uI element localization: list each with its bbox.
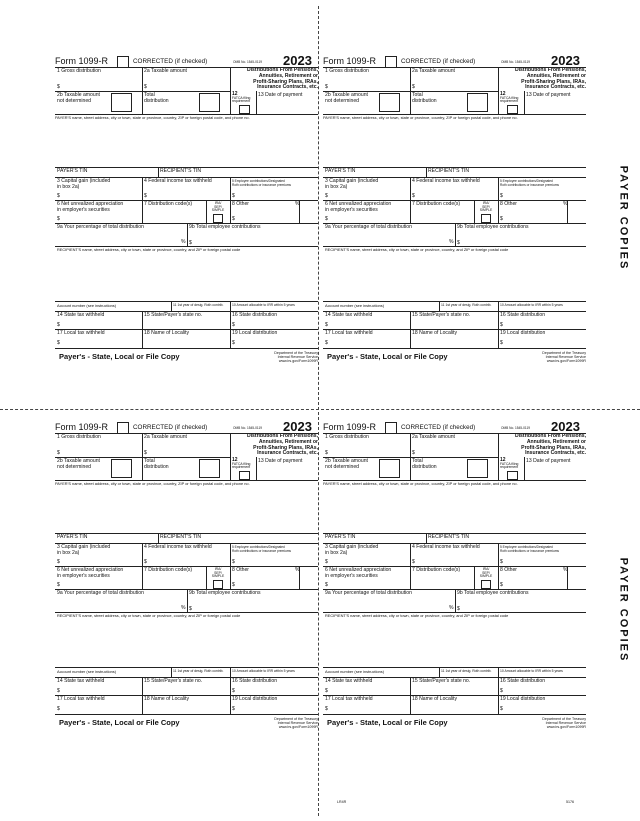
fatca-checkbox[interactable] <box>239 471 250 480</box>
form-title: Distributions From Pensions, Annuities, Retirement or Profit-Sharing Plans, IRAs, Insurance Contracts, etc. <box>514 433 586 457</box>
box-8-other: 8 Other <box>232 567 249 573</box>
horizontal-perforation <box>0 409 640 410</box>
box-7-distribution-code: 7 Distribution code(s) <box>412 201 461 207</box>
box-18-locality: 18 Name of Locality <box>412 330 458 336</box>
box-2b-not-determined: 2b Taxable amount not determined <box>57 92 100 104</box>
irs-department: Department of the Treasury Internal Revenue Service www.irs.gov/Form1099R <box>542 717 586 729</box>
box-12-fatca: 12 FATCA filing requirement <box>232 457 251 470</box>
box-7-distribution-code: 7 Distribution code(s) <box>144 567 193 573</box>
recipient-name-block: RECIPIENT'S name, street address, city or town, state or province, country, and ZIP or foreign postal code <box>325 613 509 618</box>
irs-department: Department of the Treasury Internal Revenue Service www.irs.gov/Form1099R <box>274 351 318 363</box>
corrected-label: CORRECTED (if checked) <box>133 424 208 431</box>
box-7-distribution-code: 7 Distribution code(s) <box>412 567 461 573</box>
form-code-right: 5176 <box>566 800 574 804</box>
box-9a-percentage: 9a Your percentage of total distribution <box>325 224 412 230</box>
box-19-local-distribution: 19 Local distribution <box>500 330 546 336</box>
box-15-state-no: 15 State/Payer's state no. <box>144 678 203 684</box>
payer-name-block: PAYER'S name, street address, city or town, state or province, country, ZIP or foreign postal code, and phone no. <box>323 481 518 486</box>
box-14-state-withheld: 14 State tax withheld <box>57 678 105 684</box>
tax-year: 2023 <box>283 53 312 68</box>
box-1-gross: 1 Gross distribution <box>325 68 369 74</box>
box-1-gross: 1 Gross distribution <box>57 434 101 440</box>
side-label-bottom: PAYER COPIES <box>617 557 630 663</box>
box-13-date: 13 Date of payment <box>258 458 303 464</box>
box-11-roth: 11 1st year of desig. Roth contrib. <box>441 303 492 307</box>
box-18-locality: 18 Name of Locality <box>144 696 190 702</box>
box-8-other: 8 Other <box>500 567 517 573</box>
recipient-name-block: RECIPIENT'S name, street address, city or town, state or province, country, and ZIP or foreign postal code <box>57 247 241 252</box>
payer-tin: PAYER'S TIN <box>325 534 356 540</box>
payer-tin: PAYER'S TIN <box>57 534 88 540</box>
fatca-checkbox[interactable] <box>239 105 250 114</box>
form-name: Form 1099-R <box>323 56 377 66</box>
box-2a-taxable: 2a Taxable amount <box>412 434 455 440</box>
ira-sep-simple: IRA/ SEP/ SIMPLE <box>211 201 225 213</box>
payer-name-block: PAYER'S name, street address, city or town, state or province, country, ZIP or foreign postal code, and phone no. <box>55 481 250 486</box>
tax-year: 2023 <box>551 53 580 68</box>
box-17-local-withheld: 17 Local tax withheld <box>325 696 373 702</box>
copy-footer: Payer's - State, Local or File Copy <box>59 352 180 361</box>
box-17-local-withheld: 17 Local tax withheld <box>325 330 373 336</box>
box-3-capital-gain: 3 Capital gain (included in box 2a) <box>57 544 111 556</box>
box-2b-checkbox[interactable] <box>379 459 400 478</box>
box-10-irr: 10 Amount allocable to IRR within 5 years <box>500 669 563 673</box>
total-distribution-checkbox[interactable] <box>467 459 488 478</box>
total-distribution-label: Total distribution <box>144 458 169 470</box>
box-16-state-distribution: 16 State distribution <box>500 678 546 684</box>
box-3-capital-gain: 3 Capital gain (included in box 2a) <box>57 178 111 190</box>
form-copy-4: Form 1099-R CORRECTED (if checked) OMB No. 1545-0119 2023 Distributions From Pensions, Annuities, Retirement or Profit-Sharing Plans, IRAs, Insurance Contracts, etc. 1 Gross distribution $ 2a Taxable amount $ 2b Taxable amount not determined Total distribution 12 FATCA filing requirement 13 Date of payment PAYER'S name, street address, city or town, state or province, country, ZIP or foreign postal code, and phone no. PAYER'S TIN RECIPIENT'S TIN 3 Capital gain (included in box 2a) $ 4 Federal income tax withheld $ 5 Employee contributions/Designated Roth contributions or insurance premiums $ 6 Net unrealized appreciation in employer's securities $ 7 Distribution code(s) IRA/ SEP/ SIMPLE 8 Other $ % 9a Your percentage of total distribution % 9b Total employee contributions $ RECIPIENT'S name, street address, city or town, state or province, country, and ZIP or foreign postal code Account number (see instructions) 11 1st year of desig. Roth contrib. 10 Amount allocable to IRR within 5 years 14 State tax withheld $ 15 State/Payer's state no. 16 State distribution $ 17 Local tax withheld $ 18 Name of Locality 19 Local distribution $ Payer's - State, Local or File Copy Department of the Treasury Internal Revenue Service www.irs.gov/Form1099R <box>323 419 586 729</box>
account-number: Account number (see instructions) <box>57 669 117 674</box>
box-9a-percentage: 9a Your percentage of total distribution <box>325 590 412 596</box>
form-name: Form 1099-R <box>55 422 109 432</box>
payer-name-block: PAYER'S name, street address, city or town, state or province, country, ZIP or foreign postal code, and phone no. <box>55 115 250 120</box>
box-17-local-withheld: 17 Local tax withheld <box>57 330 105 336</box>
box-15-state-no: 15 State/Payer's state no. <box>144 312 203 318</box>
form-title: Distributions From Pensions, Annuities, Retirement or Profit-Sharing Plans, IRAs, Insurance Contracts, etc. <box>514 67 586 91</box>
box-18-locality: 18 Name of Locality <box>412 696 458 702</box>
box-12-fatca: 12 FATCA filing requirement <box>232 91 251 104</box>
box-7-distribution-code: 7 Distribution code(s) <box>144 201 193 207</box>
box-2b-not-determined: 2b Taxable amount not determined <box>325 458 368 470</box>
box-6-unrealized: 6 Net unrealized appreciation in employer's securities <box>57 201 124 213</box>
form-copy-3: Form 1099-R CORRECTED (if checked) OMB No. 1545-0119 2023 Distributions From Pensions, Annuities, Retirement or Profit-Sharing Plans, IRAs, Insurance Contracts, etc. 1 Gross distribution $ 2a Taxable amount $ 2b Taxable amount not determined Total distribution 12 FATCA filing requirement 13 Date of payment PAYER'S name, street address, city or town, state or province, country, ZIP or foreign postal code, and phone no. PAYER'S TIN RECIPIENT'S TIN 3 Capital gain (included in box 2a) $ 4 Federal income tax withheld $ 5 Employee contributions/Designated Roth contributions or insurance premiums $ 6 Net unrealized appreciation in employer's securities $ 7 Distribution code(s) IRA/ SEP/ SIMPLE 8 Other $ % 9a Your percentage of total distribution % 9b Total employee contributions $ RECIPIENT'S name, street address, city or town, state or province, country, and ZIP or foreign postal code Account number (see instructions) 11 1st year of desig. Roth contrib. 10 Amount allocable to IRR within 5 years 14 State tax withheld $ 15 State/Payer's state no. 16 State distribution $ 17 Local tax withheld $ 18 Name of Locality 19 Local distribution $ Payer's - State, Local or File Copy Department of the Treasury Internal Revenue Service www.irs.gov/Form1099R <box>55 419 318 729</box>
box-2b-not-determined: 2b Taxable amount not determined <box>57 458 100 470</box>
ira-checkbox[interactable] <box>481 214 491 223</box>
tax-year: 2023 <box>551 419 580 434</box>
box-16-state-distribution: 16 State distribution <box>500 312 546 318</box>
ira-checkbox[interactable] <box>481 580 491 589</box>
total-distribution-label: Total distribution <box>144 92 169 104</box>
box-5-employee-contrib: 5 Employee contributions/Designated Roth contributions or insurance premiums <box>232 179 291 187</box>
box-18-locality: 18 Name of Locality <box>144 330 190 336</box>
box-2b-checkbox[interactable] <box>379 93 400 112</box>
recipient-tin: RECIPIENT'S TIN <box>160 534 202 540</box>
box-11-roth: 11 1st year of desig. Roth contrib. <box>441 669 492 673</box>
tax-year: 2023 <box>283 419 312 434</box>
box-14-state-withheld: 14 State tax withheld <box>57 312 105 318</box>
total-distribution-checkbox[interactable] <box>199 93 220 112</box>
recipient-name-block: RECIPIENT'S name, street address, city or town, state or province, country, and ZIP or foreign postal code <box>325 247 509 252</box>
box-1-gross: 1 Gross distribution <box>325 434 369 440</box>
box-17-local-withheld: 17 Local tax withheld <box>57 696 105 702</box>
box-4-federal-withheld: 4 Federal income tax withheld <box>144 544 212 550</box>
box-12-fatca: 12 FATCA filing requirement <box>500 91 519 104</box>
box-2b-checkbox[interactable] <box>111 93 132 112</box>
box-9b-employee-contrib: 9b Total employee contributions <box>189 224 261 230</box>
copy-footer: Payer's - State, Local or File Copy <box>59 718 180 727</box>
irs-department: Department of the Treasury Internal Revenue Service www.irs.gov/Form1099R <box>274 717 318 729</box>
box-12-fatca: 12 FATCA filing requirement <box>500 457 519 470</box>
form-code-left: LR4R <box>337 800 347 804</box>
copy-footer: Payer's - State, Local or File Copy <box>327 352 448 361</box>
recipient-tin: RECIPIENT'S TIN <box>160 168 202 174</box>
box-9b-employee-contrib: 9b Total employee contributions <box>189 590 261 596</box>
payer-tin: PAYER'S TIN <box>57 168 88 174</box>
form-copy-1: Form 1099-R CORRECTED (if checked) OMB No. 1545-0119 2023 Distributions From Pensions, Annuities, Retirement or Profit-Sharing Plans, IRAs, Insurance Contracts, etc. 1 Gross distribution $ 2a Taxable amount $ 2b Taxable amount not determined Total distribution 12 FATCA filing requirement 13 Date of payment PAYER'S name, street address, city or town, state or province, country, ZIP or foreign postal code, and phone no. PAYER'S TIN RECIPIENT'S TIN 3 Capital gain (included in box 2a) $ 4 Federal income tax withheld $ 5 Employee contributions/Designated Roth contributions or insurance premiums $ 6 Net unrealized appreciation in employer's securities $ 7 Distribution code(s) IRA/ SEP/ SIMPLE 8 Other $ % 9a Your percentage of total distribution % 9b Total employee contributions $ RECIPIENT'S name, street address, city or town, state or province, country, and ZIP or foreign postal code Account number (see instructions) 11 1st year of desig. Roth contrib. 10 Amount allocable to IRR within 5 years 14 State tax withheld $ 15 State/Payer's state no. 16 State distribution $ 17 Local tax withheld $ 18 Name of Locality 19 Local distribution $ Payer's - State, Local or File Copy Department of the Treasury Internal Revenue Service www.irs.gov/Form1099R <box>55 53 318 363</box>
box-9b-employee-contrib: 9b Total employee contributions <box>457 224 529 230</box>
ira-sep-simple: IRA/ SEP/ SIMPLE <box>211 567 225 579</box>
box-5-employee-contrib: 5 Employee contributions/Designated Roth contributions or insurance premiums <box>232 545 291 553</box>
form-copy-2: Form 1099-R CORRECTED (if checked) OMB No. 1545-0119 2023 Distributions From Pensions, Annuities, Retirement or Profit-Sharing Plans, IRAs, Insurance Contracts, etc. 1 Gross distribution $ 2a Taxable amount $ 2b Taxable amount not determined Total distribution 12 FATCA filing requirement 13 Date of payment PAYER'S name, street address, city or town, state or province, country, ZIP or foreign postal code, and phone no. PAYER'S TIN RECIPIENT'S TIN 3 Capital gain (included in box 2a) $ 4 Federal income tax withheld $ 5 Employee contributions/Designated Roth contributions or insurance premiums $ 6 Net unrealized appreciation in employer's securities $ 7 Distribution code(s) IRA/ SEP/ SIMPLE 8 Other $ % 9a Your percentage of total distribution % 9b Total employee contributions $ RECIPIENT'S name, street address, city or town, state or province, country, and ZIP or foreign postal code Account number (see instructions) 11 1st year of desig. Roth contrib. 10 Amount allocable to IRR within 5 years 14 State tax withheld $ 15 State/Payer's state no. 16 State distribution $ 17 Local tax withheld $ 18 Name of Locality 19 Local distribution $ Payer's - State, Local or File Copy Department of the Treasury Internal Revenue Service www.irs.gov/Form1099R <box>323 53 586 363</box>
box-2b-not-determined: 2b Taxable amount not determined <box>325 92 368 104</box>
omb-number: OMB No. 1545-0119 <box>233 60 262 64</box>
box-2b-checkbox[interactable] <box>111 459 132 478</box>
box-6-unrealized: 6 Net unrealized appreciation in employer's securities <box>325 567 392 579</box>
recipient-name-block: RECIPIENT'S name, street address, city or town, state or province, country, and ZIP or foreign postal code <box>57 613 241 618</box>
box-4-federal-withheld: 4 Federal income tax withheld <box>144 178 212 184</box>
box-10-irr: 10 Amount allocable to IRR within 5 years <box>232 303 295 307</box>
fatca-checkbox[interactable] <box>507 105 518 114</box>
box-15-state-no: 15 State/Payer's state no. <box>412 678 471 684</box>
box-2a-taxable: 2a Taxable amount <box>412 68 455 74</box>
recipient-tin: RECIPIENT'S TIN <box>428 534 470 540</box>
omb-number: OMB No. 1545-0119 <box>501 60 530 64</box>
ira-checkbox[interactable] <box>213 214 223 223</box>
omb-number: OMB No. 1545-0119 <box>233 426 262 430</box>
box-14-state-withheld: 14 State tax withheld <box>325 312 373 318</box>
form-name: Form 1099-R <box>55 56 109 66</box>
omb-number: OMB No. 1545-0119 <box>501 426 530 430</box>
box-1-gross: 1 Gross distribution <box>57 68 101 74</box>
form-title: Distributions From Pensions, Annuities, Retirement or Profit-Sharing Plans, IRAs, Insurance Contracts, etc. <box>246 67 318 91</box>
form-name: Form 1099-R <box>323 422 377 432</box>
box-9a-percentage: 9a Your percentage of total distribution <box>57 224 144 230</box>
recipient-tin: RECIPIENT'S TIN <box>428 168 470 174</box>
box-13-date: 13 Date of payment <box>526 458 571 464</box>
box-19-local-distribution: 19 Local distribution <box>232 696 278 702</box>
box-3-capital-gain: 3 Capital gain (included in box 2a) <box>325 544 379 556</box>
box-3-capital-gain: 3 Capital gain (included in box 2a) <box>325 178 379 190</box>
ira-sep-simple: IRA/ SEP/ SIMPLE <box>479 567 493 579</box>
box-11-roth: 11 1st year of desig. Roth contrib. <box>173 669 224 673</box>
account-number: Account number (see instructions) <box>325 669 385 674</box>
fatca-checkbox[interactable] <box>507 471 518 480</box>
account-number: Account number (see instructions) <box>57 303 117 308</box>
vertical-perforation <box>318 6 319 816</box>
corrected-label: CORRECTED (if checked) <box>133 58 208 65</box>
total-distribution-checkbox[interactable] <box>467 93 488 112</box>
box-5-employee-contrib: 5 Employee contributions/Designated Roth contributions or insurance premiums <box>500 179 559 187</box>
box-11-roth: 11 1st year of desig. Roth contrib. <box>173 303 224 307</box>
corrected-label: CORRECTED (if checked) <box>401 424 476 431</box>
form-title: Distributions From Pensions, Annuities, Retirement or Profit-Sharing Plans, IRAs, Insurance Contracts, etc. <box>246 433 318 457</box>
box-10-irr: 10 Amount allocable to IRR within 5 years <box>232 669 295 673</box>
box-2a-taxable: 2a Taxable amount <box>144 68 187 74</box>
box-16-state-distribution: 16 State distribution <box>232 678 278 684</box>
payer-tin: PAYER'S TIN <box>325 168 356 174</box>
side-label-top: PAYER COPIES <box>617 165 630 271</box>
box-19-local-distribution: 19 Local distribution <box>232 330 278 336</box>
payer-name-block: PAYER'S name, street address, city or town, state or province, country, ZIP or foreign postal code, and phone no. <box>323 115 518 120</box>
box-5-employee-contrib: 5 Employee contributions/Designated Roth contributions or insurance premiums <box>500 545 559 553</box>
corrected-label: CORRECTED (if checked) <box>401 58 476 65</box>
box-13-date: 13 Date of payment <box>526 92 571 98</box>
box-8-other: 8 Other <box>232 201 249 207</box>
total-distribution-label: Total distribution <box>412 92 437 104</box>
box-10-irr: 10 Amount allocable to IRR within 5 years <box>500 303 563 307</box>
box-2a-taxable: 2a Taxable amount <box>144 434 187 440</box>
box-6-unrealized: 6 Net unrealized appreciation in employer's securities <box>57 567 124 579</box>
total-distribution-checkbox[interactable] <box>199 459 220 478</box>
box-19-local-distribution: 19 Local distribution <box>500 696 546 702</box>
total-distribution-label: Total distribution <box>412 458 437 470</box>
irs-department: Department of the Treasury Internal Revenue Service www.irs.gov/Form1099R <box>542 351 586 363</box>
copy-footer: Payer's - State, Local or File Copy <box>327 718 448 727</box>
ira-sep-simple: IRA/ SEP/ SIMPLE <box>479 201 493 213</box>
box-16-state-distribution: 16 State distribution <box>232 312 278 318</box>
box-9b-employee-contrib: 9b Total employee contributions <box>457 590 529 596</box>
box-9a-percentage: 9a Your percentage of total distribution <box>57 590 144 596</box>
account-number: Account number (see instructions) <box>325 303 385 308</box>
box-13-date: 13 Date of payment <box>258 92 303 98</box>
box-14-state-withheld: 14 State tax withheld <box>325 678 373 684</box>
box-15-state-no: 15 State/Payer's state no. <box>412 312 471 318</box>
box-8-other: 8 Other <box>500 201 517 207</box>
ira-checkbox[interactable] <box>213 580 223 589</box>
box-4-federal-withheld: 4 Federal income tax withheld <box>412 178 480 184</box>
box-6-unrealized: 6 Net unrealized appreciation in employer's securities <box>325 201 392 213</box>
box-4-federal-withheld: 4 Federal income tax withheld <box>412 544 480 550</box>
